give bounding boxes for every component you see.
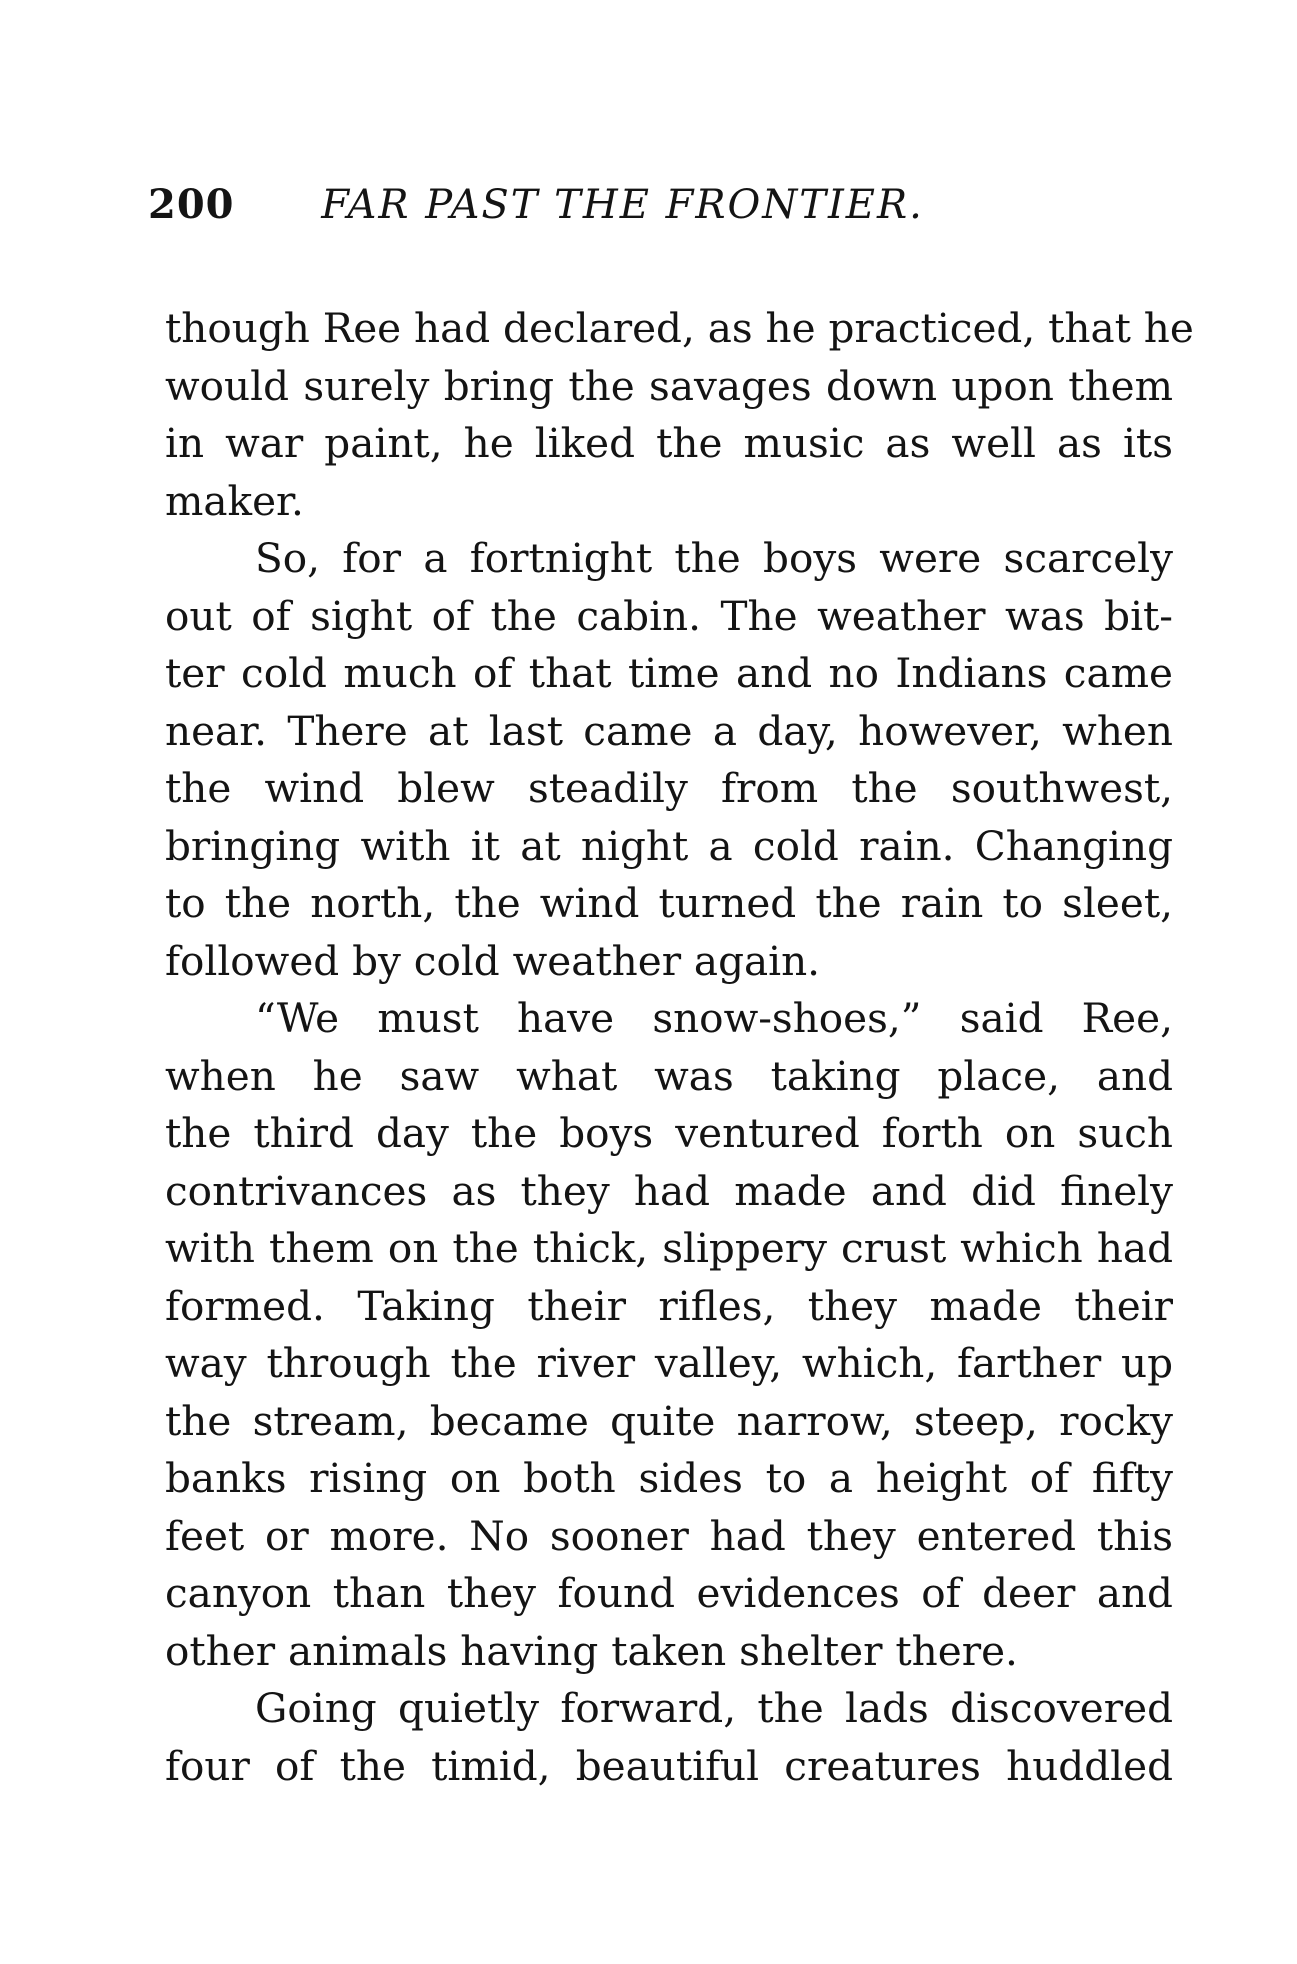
text-line: out of sight of the cabin. The weather was bit-	[165, 591, 1173, 640]
text-line: the third day the boys ventured forth on such	[165, 1109, 1173, 1157]
text-line: four of the timid, beautiful creatures huddled	[165, 1741, 1173, 1790]
text-line: near. There at last came a day, however, when	[165, 706, 1173, 755]
text-line: would surely bring the savages down upon them	[165, 361, 1173, 410]
book-title: FAR PAST THE FRONTIER.	[321, 182, 924, 228]
text-line: other animals having taken shelter there.	[165, 1626, 1018, 1675]
text-line: “We must have snow-shoes,” said Ree,	[255, 994, 1173, 1042]
text-line: canyon than they found evidences of deer and	[165, 1569, 1173, 1617]
text-line: when he saw what was taking place, and	[165, 1051, 1173, 1100]
text-line: the wind blew steadily from the southwest,	[165, 764, 1173, 812]
text-line: though Ree had declared, as he practiced, that he	[165, 304, 1194, 352]
running-head	[148, 175, 1148, 235]
text-line: So, for a fortnight the boys were scarcely	[255, 534, 1173, 582]
text-line: in war paint, he liked the music as well as its	[165, 419, 1173, 467]
text-line: to the north, the wind turned the rain to sleet,	[165, 879, 1173, 927]
text-line: maker.	[165, 476, 304, 525]
text-line: bringing with it at night a cold rain. Changing	[165, 821, 1173, 870]
text-line: Going quietly forward, the lads discovered	[255, 1684, 1173, 1732]
text-line: feet or more. No sooner had they entered this	[165, 1511, 1173, 1560]
text-line: with them on the thick, slippery crust which had	[165, 1224, 1173, 1272]
text-line: followed by cold weather again.	[165, 936, 821, 985]
text-line: the stream, became quite narrow, steep, rocky	[165, 1396, 1173, 1445]
page-number: 200	[148, 181, 235, 228]
text-line: banks rising on both sides to a height of fifty	[165, 1454, 1173, 1502]
text-line: way through the river valley, which, farther up	[165, 1339, 1173, 1387]
text-line: formed. Taking their rifles, they made their	[165, 1281, 1173, 1330]
body-text	[165, 300, 1194, 1795]
text-line: ter cold much of that time and no Indians came	[165, 649, 1173, 697]
text-line: contrivances as they had made and did finely	[165, 1166, 1173, 1215]
